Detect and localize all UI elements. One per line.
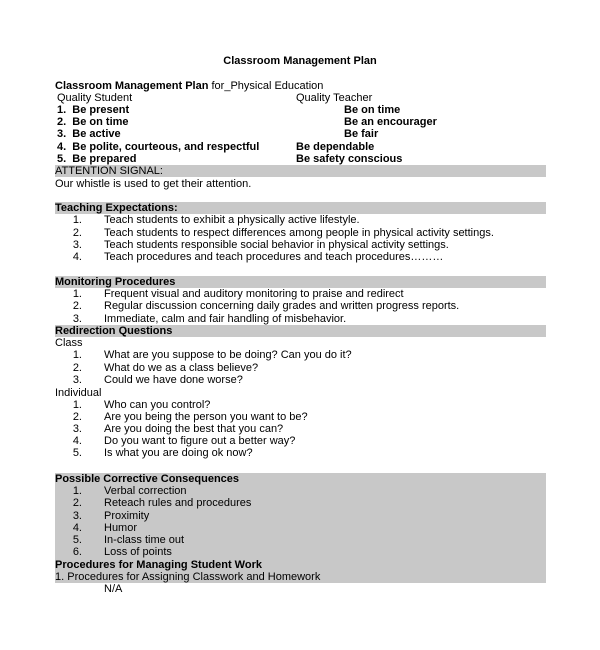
plan-heading-label: Classroom Management Plan [55, 80, 209, 92]
plan-heading-value: for_Physical Education [211, 80, 324, 92]
redirection-individual-label: Individual [55, 387, 102, 399]
student-item: 2. Be on time [57, 116, 129, 128]
plan-heading [55, 80, 323, 92]
attention-header: ATTENTION SIGNAL: [55, 165, 546, 177]
teacher-item: Be dependable [296, 141, 375, 153]
teacher-item: Be an encourager [344, 116, 437, 128]
student-item: 3. Be active [57, 128, 121, 140]
procedures-value: N/A [104, 583, 123, 595]
student-header: Quality Student [57, 92, 133, 104]
consequences-header: Possible Corrective Consequences [55, 473, 240, 485]
procedures-header: Procedures for Managing Student Work [55, 559, 262, 571]
student-item: 5. Be prepared [57, 153, 137, 165]
teacher-item: Be fair [344, 128, 379, 140]
teacher-item: Be safety conscious [296, 153, 403, 165]
procedures-item: 1. Procedures for Assigning Classwork and Homework [55, 571, 321, 583]
teacher-item: Be on time [344, 104, 401, 116]
student-item: 1. Be present [57, 104, 130, 116]
redirection-class-label: Class [55, 337, 83, 349]
teaching-header: Teaching Expectations: [55, 202, 546, 214]
attention-text: Our whistle is used to get their attention. [55, 178, 252, 190]
monitoring-header: Monitoring Procedures [55, 276, 546, 288]
teacher-header: Quality Teacher [296, 92, 373, 104]
redirection-header: Redirection Questions [55, 325, 546, 337]
student-item: 4. Be polite, courteous, and respectful [57, 141, 260, 153]
page-title: Classroom Management Plan [223, 55, 377, 67]
